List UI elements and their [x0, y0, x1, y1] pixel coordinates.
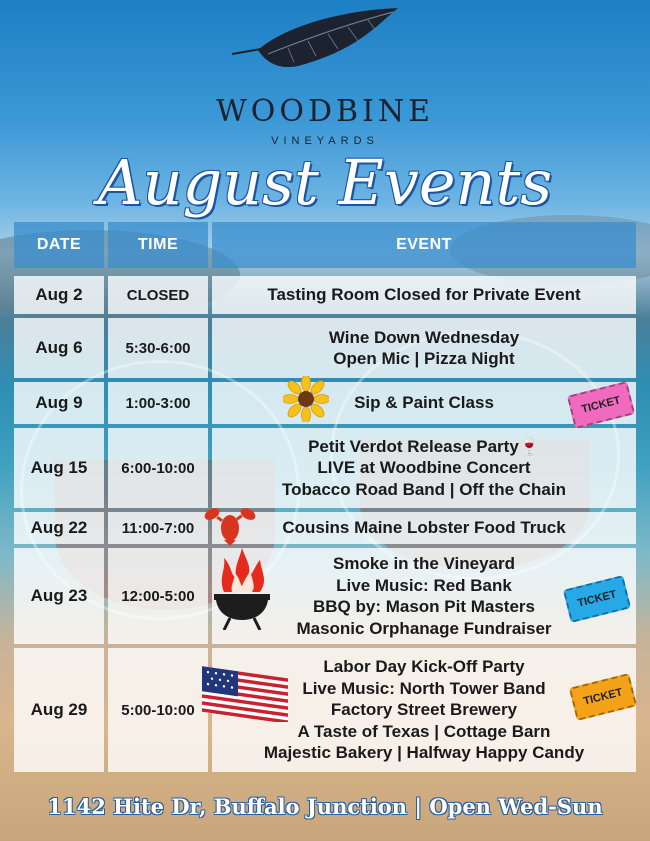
sunflower-icon [283, 376, 329, 422]
events-table [14, 222, 636, 772]
event-line: Open Mic | Pizza Night [333, 349, 515, 368]
table-cell-date: Aug 6 [14, 318, 104, 378]
event-line: BBQ by: Mason Pit Masters [313, 597, 535, 616]
column-header-time: TIME [108, 222, 208, 268]
table-cell-date: Aug 9 [14, 382, 104, 424]
table-cell-date: Aug 23 [14, 548, 104, 644]
event-line: Wine Down Wednesday [328, 327, 520, 347]
ticket-icon: TICKET [567, 381, 635, 429]
table-cell-event [212, 428, 636, 508]
table-cell-time: 6:00-10:00 [108, 428, 208, 508]
table-cell-event [212, 512, 636, 544]
event-line: Sip & Paint Class [354, 393, 494, 413]
table-cell-time: 12:00-5:00 [108, 548, 208, 644]
table-cell-event [212, 318, 636, 378]
table-cell-time: 11:00-7:00 [108, 512, 208, 544]
footer-address: 1142 Hite Dr, Buffalo Junction | Open Wed-Sun [47, 794, 603, 819]
event-line: Live Music: North Tower Band [302, 678, 546, 698]
table-cell-date: Aug 2 [14, 276, 104, 314]
event-line: Factory Street Brewery [330, 700, 518, 720]
table-cell-date: Aug 15 [14, 428, 104, 508]
table-cell-date: Aug 29 [14, 648, 104, 772]
event-line: Live Music: Red Bank [336, 575, 512, 595]
ticket-icon: TICKET [563, 575, 631, 623]
event-line: Masonic Orphanage Fundraiser [296, 618, 552, 638]
event-line: Smoke in the Vineyard [332, 554, 516, 573]
event-line: Petit Verdot Release Party🍷 [308, 436, 540, 456]
table-cell-time: 5:30-6:00 [108, 318, 208, 378]
table-cell-time: 1:00-3:00 [108, 382, 208, 424]
event-line: LIVE at Woodbine Concert [317, 458, 531, 478]
page-title: August Events [97, 146, 553, 219]
event-line: A Taste of Texas | Cottage Barn [297, 721, 551, 741]
us-flag-icon [200, 664, 290, 722]
grill-icon [210, 548, 274, 630]
table-cell-time: 5:00-10:00 [108, 648, 208, 772]
column-header-event: EVENT [212, 222, 636, 268]
event-line: Tobacco Road Band | Off the Chain [281, 479, 566, 499]
lobster-icon [202, 504, 258, 546]
feather-icon [228, 4, 406, 78]
column-header-date: DATE [14, 222, 104, 268]
event-line: Labor Day Kick-Off Party [323, 657, 525, 677]
table-cell-event [212, 276, 636, 314]
table-cell-time: CLOSED [108, 276, 208, 314]
brand-subtitle: VINEYARDS [271, 135, 379, 147]
event-line: Cousins Maine Lobster Food Truck [282, 518, 566, 538]
event-line: Tasting Room Closed for Private Event [267, 285, 581, 305]
ticket-icon: TICKET [569, 673, 637, 721]
brand-name: WOODBINE [215, 94, 435, 129]
event-line: Majestic Bakery | Halfway Happy Candy [263, 743, 585, 763]
table-cell-date: Aug 22 [14, 512, 104, 544]
